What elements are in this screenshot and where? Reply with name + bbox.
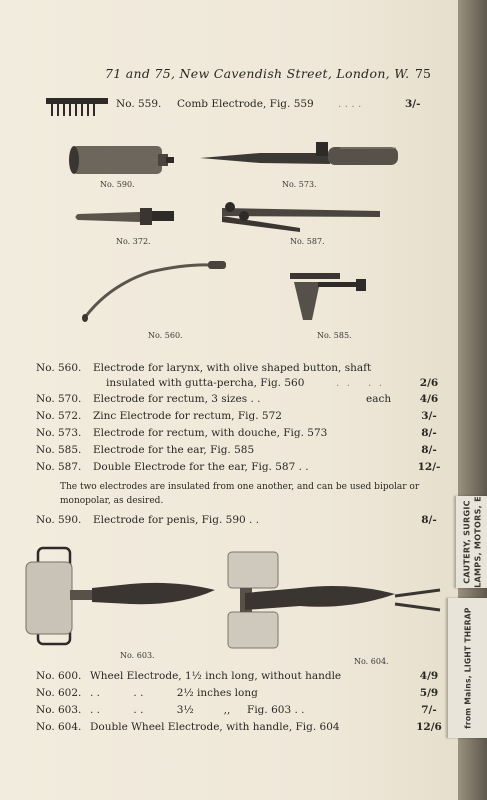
item-description: Double Wheel Electrode, with handle, Fig. 604 xyxy=(90,721,340,733)
item-number: No. 603. xyxy=(36,704,82,716)
list-item: No. 560. Electrode for larynx, with olive shaped button, shaft insulated with gutta-percha, Fig. 560 . . . . 2/6 xyxy=(36,362,436,392)
insulation-note: The two electrodes are insulated from one another, and can be used bipolar or monopolar, as desired. xyxy=(60,482,420,506)
item-number: No. 560. xyxy=(36,362,82,374)
item-number: No. 590. xyxy=(36,514,82,526)
douche-electrode-figure xyxy=(200,142,398,165)
zinc-electrode-figure xyxy=(76,208,175,225)
item-price: 8/- xyxy=(421,514,437,526)
comb-no: No. 559. xyxy=(116,98,162,110)
item-number: No. 572. xyxy=(36,410,82,422)
caption-585: No. 585. xyxy=(317,331,352,340)
page-number: 75 xyxy=(415,66,431,81)
item-description: Zinc Electrode for rectum, Fig. 572 xyxy=(93,410,282,422)
ear-electrode-figure xyxy=(290,273,366,320)
double-ear-electrode-figure xyxy=(222,202,380,232)
caption-573: No. 573. xyxy=(282,180,317,189)
item-price: 2/6 xyxy=(419,377,439,389)
item-description: Electrode for rectum, 3 sizes . . xyxy=(93,393,261,405)
item-price: 4/6 xyxy=(419,393,439,405)
item-description: . . . . 2½ inches long xyxy=(90,687,258,699)
item-number: No. 587. xyxy=(36,461,82,473)
item-description: Electrode for larynx, with olive shaped button, shaft xyxy=(93,362,372,374)
item-description: Double Electrode for the ear, Fig. 587 . . xyxy=(93,461,309,473)
tab-label-line: from Mains, LIGHT THERAP xyxy=(463,607,473,729)
item-description: Wheel Electrode, 1½ inch long, without handle xyxy=(90,670,342,682)
item-price: 12/6 xyxy=(416,721,442,733)
item-description-cont: insulated with gutta-percha, Fig. 560 xyxy=(106,377,305,389)
item-number: No. 602. xyxy=(36,687,82,699)
item-number: No. 570. xyxy=(36,393,82,405)
item-price: 12/- xyxy=(417,461,441,473)
tab-label-line1: CAUTERY, SURGIC xyxy=(462,500,472,584)
item-each: each xyxy=(366,393,392,405)
item-description: . . . . 3½ ,, Fig. 603 . . xyxy=(90,704,305,716)
item-description: Electrode for penis, Fig. 590 . . xyxy=(93,514,260,526)
wheel-electrode-figure xyxy=(26,548,215,644)
item-price: 3/- xyxy=(421,410,437,422)
caption-590: No. 590. xyxy=(100,180,135,189)
item-price: 7/- xyxy=(421,704,437,716)
caption-587: No. 587. xyxy=(290,237,325,246)
item-number: No. 604. xyxy=(36,721,82,733)
item-number: No. 585. xyxy=(36,444,82,456)
running-header: 71 and 75, New Cavendish Street, London, W. xyxy=(105,66,410,81)
caption-603: No. 603. xyxy=(120,651,155,660)
caption-572: No. 372. xyxy=(116,237,151,246)
item-description: Electrode for rectum, with douche, Fig. 573 xyxy=(93,427,328,439)
comb-price: 3/- xyxy=(405,98,421,110)
comb-desc: Comb Electrode, Fig. 559 xyxy=(177,98,314,110)
comb-dots: . . . . xyxy=(338,98,362,110)
item-number: No. 573. xyxy=(36,427,82,439)
tab-label-line2: LAMPS, MOTORS, E xyxy=(473,496,483,588)
item-price: 4/9 xyxy=(419,670,439,682)
comb-electrode-figure xyxy=(46,98,108,116)
item-number: No. 600. xyxy=(36,670,82,682)
item-price: 8/- xyxy=(421,427,437,439)
item-price: 5/9 xyxy=(419,687,439,699)
item-price: 8/- xyxy=(421,444,437,456)
penis-electrode-figure xyxy=(69,146,174,174)
larynx-electrode-figure xyxy=(82,261,226,322)
item-description: Electrode for the ear, Fig. 585 xyxy=(93,444,255,456)
caption-604: No. 604. xyxy=(354,657,389,666)
caption-560: No. 560. xyxy=(148,331,183,340)
double-wheel-electrode-figure xyxy=(228,552,440,648)
